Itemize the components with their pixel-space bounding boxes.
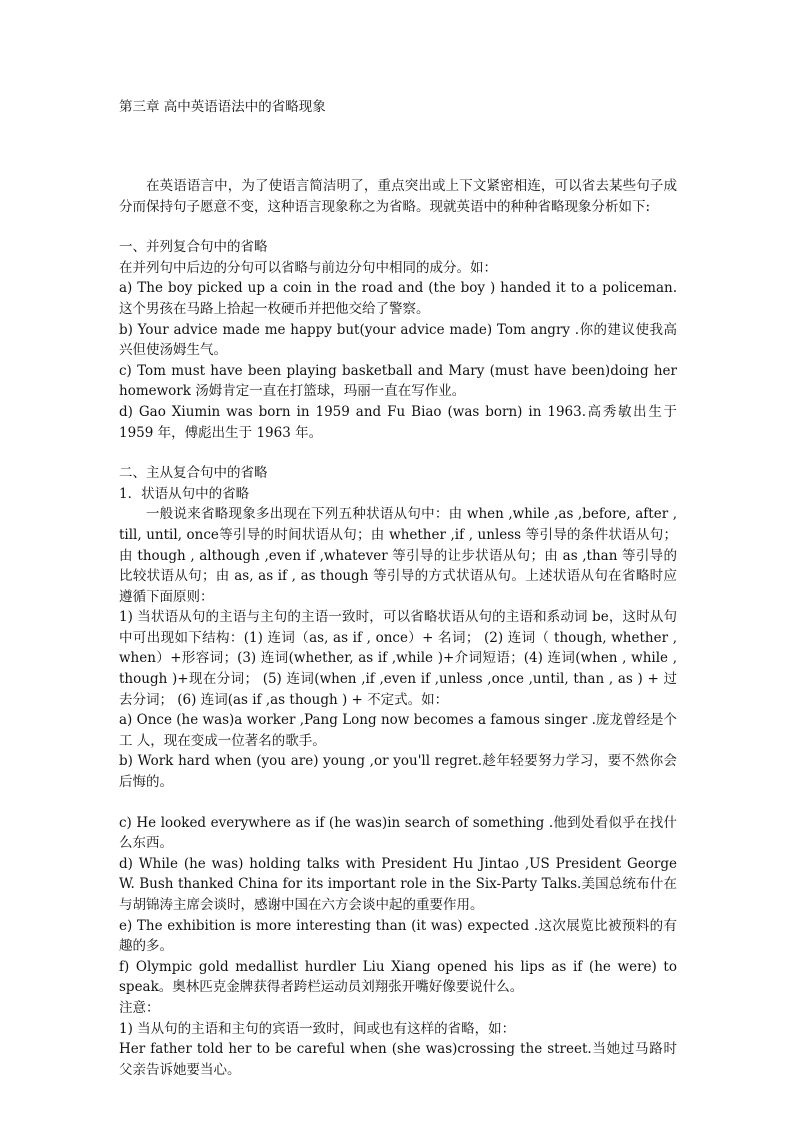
chapter-title: 第三章 高中英语语法中的省略现象 [119, 99, 326, 115]
section2-example-c: c) He looked everywhere as if (he was)in search of something .他到处看似乎在找什么东西。 [119, 814, 677, 852]
intro-paragraph: 在英语语言中，为了使语言简洁明了，重点突出或上下文紧密相连，可以省去某些句子成分而保持句子愿意不变，这种语言现象称之为省略。现就英语中的种种省略现象分析如下: [119, 178, 677, 215]
section1-example-b: b) Your advice made me happy but(your advice made) Tom angry .你的建议使我高兴但使汤姆生气。 [119, 321, 677, 359]
spacer [119, 793, 677, 813]
note-1: 1) 当从句的主语和主句的宾语一致时，间或也有这样的省略，如： [119, 1020, 516, 1037]
section1-description: 在并列句中后边的分句可以省略与前边分句中相同的成分。如： [119, 259, 497, 276]
section2-example-a: a) Once (he was)a worker ,Pang Long now becomes a famous singer .庞龙曾经是个工 人，现在变成一位著名的歌手。 [119, 712, 677, 749]
note-label: 注意： [119, 999, 160, 1016]
section2-subheading: 1．状语从句中的省略 [119, 485, 250, 502]
spacer [119, 217, 677, 237]
section1-example-c: c) Tom must have been playing basketball and Mary (must have been)doing her homework 汤姆肯定一直在打篮球，玛丽一直在写作业。 [119, 362, 677, 400]
section2-example-d: d) While (he was) holding talks with President Hu Jintao ,US President George W. Bush thanked China for its important role in the Six-Party Talks.美国总统布什在与胡锦涛主席会谈时，感谢中国在六方会谈中起的重要作用。 [119, 855, 677, 913]
section1-example-d: d) Gao Xiumin was born in 1959 and Fu Biao (was born) in 1963.高秀敏出生于 1959 年，傅彪出生于 1963 年。 [119, 403, 677, 441]
note-example: Her father told her to be careful when (she was)crossing the street.当她过马路时父亲告诉她要当心。 [119, 1041, 677, 1078]
document-body [119, 176, 677, 1080]
section2-heading: 二、主从复合句中的省略 [119, 465, 268, 482]
adverbial-clause-paragraph: 一般说来省略现象多出现在下列五种状语从句中：由 when ,while ,as ,before, after , till, until, once等引导的时间状语从句；由 whether ,if , unless 等引导的条件状语从句；由 though , although ,even if ,whatever 等引导的让步状语从句；由 as ,than 等引导的比较状语从句；由 as, as if , as though 等引导的方式状语从句。上述状语从句在省略时应遵循下面原则： [119, 506, 677, 605]
section2-example-b: b) Work hard when (you are) young ,or you'll regret.趁年轻要努力学习，要不然你会后悔的。 [119, 753, 677, 791]
spacer [119, 443, 677, 463]
section2-example-f: f) Olympic gold medallist hurdler Liu Xiang opened his lips as if (he were) to speak。奥林匹克金牌获得者跨栏运动员刘翔张开嘴好像要说什么。 [119, 958, 677, 996]
rule-1-paragraph: 1) 当状语从句的主语与主句的主语一致时，可以省略状语从句的主语和系动词 be，这时从句中可出现如下结构：(1) 连词（as, as if , once）+ 名词； (2) 连词（ though, whether , when）+形容词；(3) 连词(whether, as if ,while )+介词短语；(4) 连词(when , while , though )+现在分词； (5) 连词(when ,if ,even if ,unless ,once ,until, than , as ) + 过去分词； (6) 连词(as if ,as though ) + 不定式。如： [119, 609, 677, 708]
section2-example-e: e) The exhibition is more interesting than (it was) expected .这次展览比被预料的有趣的多。 [119, 917, 677, 955]
section1-example-a: a) The boy picked up a coin in the road and (the boy ) handed it to a policeman. 这个男孩在马路上拾起一枚硬币并把他交给了警察。 [119, 280, 677, 317]
section1-heading: 一、并列复合句中的省略 [119, 239, 268, 256]
